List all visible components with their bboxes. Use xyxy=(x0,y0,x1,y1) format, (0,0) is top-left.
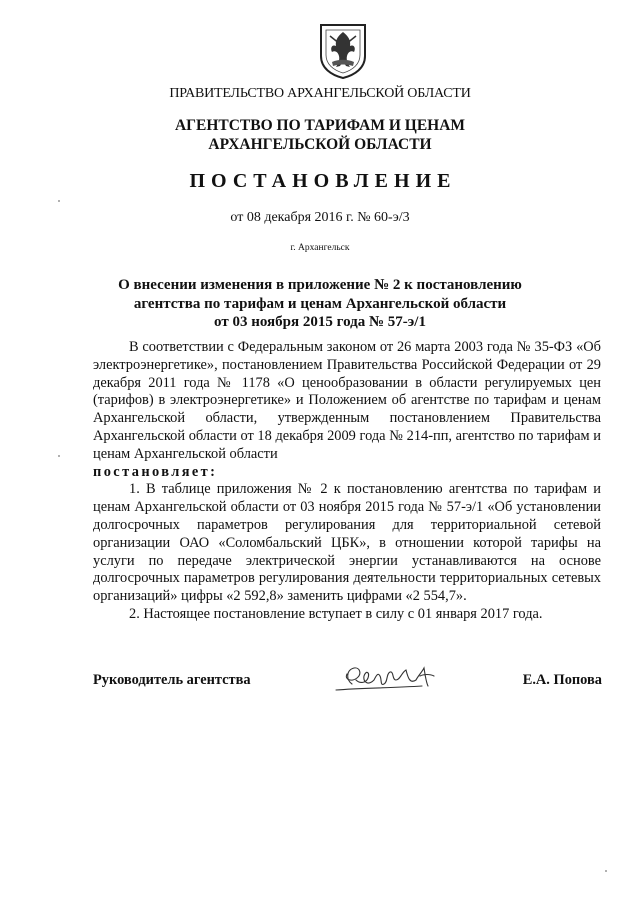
handwritten-signature xyxy=(330,650,450,702)
subject-line-3: от 03 ноября 2015 года № 57-э/1 xyxy=(214,314,426,330)
subject-line-2: агентства по тарифам и ценам Архангельской области xyxy=(133,295,507,312)
document-subject xyxy=(0,276,640,332)
subject-line-1: О внесении изменения в приложение № 2 к постановлению xyxy=(118,277,522,293)
item-1-paragraph: 1. В таблице приложения № 2 к постановлению агентства по тарифам и ценам Архангельской области от 03 ноября 2015 года № 57-э/1 «Об установлении долгосрочных параметров регулирования для территориальной сетевой организации ОАО «Соломбальский ЦБК», в отношении которой тарифы на услуги по передаче электрической энергии устанавливаются на основе долгосрочных параметров регулирования деятельности территориальных сетевых организаций» цифры «2 592,8» заменить цифрами «2 554,7». xyxy=(93,481,601,605)
scan-speck xyxy=(58,455,60,457)
scan-speck xyxy=(605,870,607,872)
coat-of-arms-emblem xyxy=(318,22,368,80)
scan-speck xyxy=(58,200,60,202)
agency-name-line-2: АРХАНГЕЛЬСКОЙ ОБЛАСТИ xyxy=(208,136,432,153)
preamble-paragraph: В соответствии с Федеральным законом от 26 марта 2003 года № 35-ФЗ «Об электроэнергетике», постановлением Правительства Российской Федерации от 29 декабря 2011 года № 1178 «О ценообразовании в области регулируемых цен (тарифов) в электроэнергетике» и Положением об агентстве по тарифам и ценам Архангельской области, утвержденным постановлением Правительства Архангельской области от 18 декабря 2009 года № 214-пп, агентство по тарифам и ценам Архангельской области xyxy=(93,339,601,462)
signatory-position: Руководитель агентства xyxy=(93,672,251,688)
resolves-paragraph xyxy=(93,464,601,482)
item-2-paragraph: 2. Настоящее постановление вступает в силу с 01 января 2017 года. xyxy=(129,605,543,622)
date-and-number: от 08 декабря 2016 г. № 60-э/3 xyxy=(230,210,410,225)
resolves-word: постановляет: xyxy=(93,463,218,480)
agency-name-line-1: АГЕНТСТВО ПО ТАРИФАМ И ЦЕНАМ xyxy=(174,117,466,134)
signatory-name: Е.А. Попова xyxy=(522,672,602,688)
city-label: г. Архангельск xyxy=(290,243,350,253)
document-body xyxy=(93,339,601,624)
agency-name xyxy=(0,116,640,154)
document-type-title: ПОСТАНОВЛЕНИЕ xyxy=(189,170,457,192)
government-name: ПРАВИТЕЛЬСТВО АРХАНГЕЛЬСКОЙ ОБЛАСТИ xyxy=(169,86,471,101)
